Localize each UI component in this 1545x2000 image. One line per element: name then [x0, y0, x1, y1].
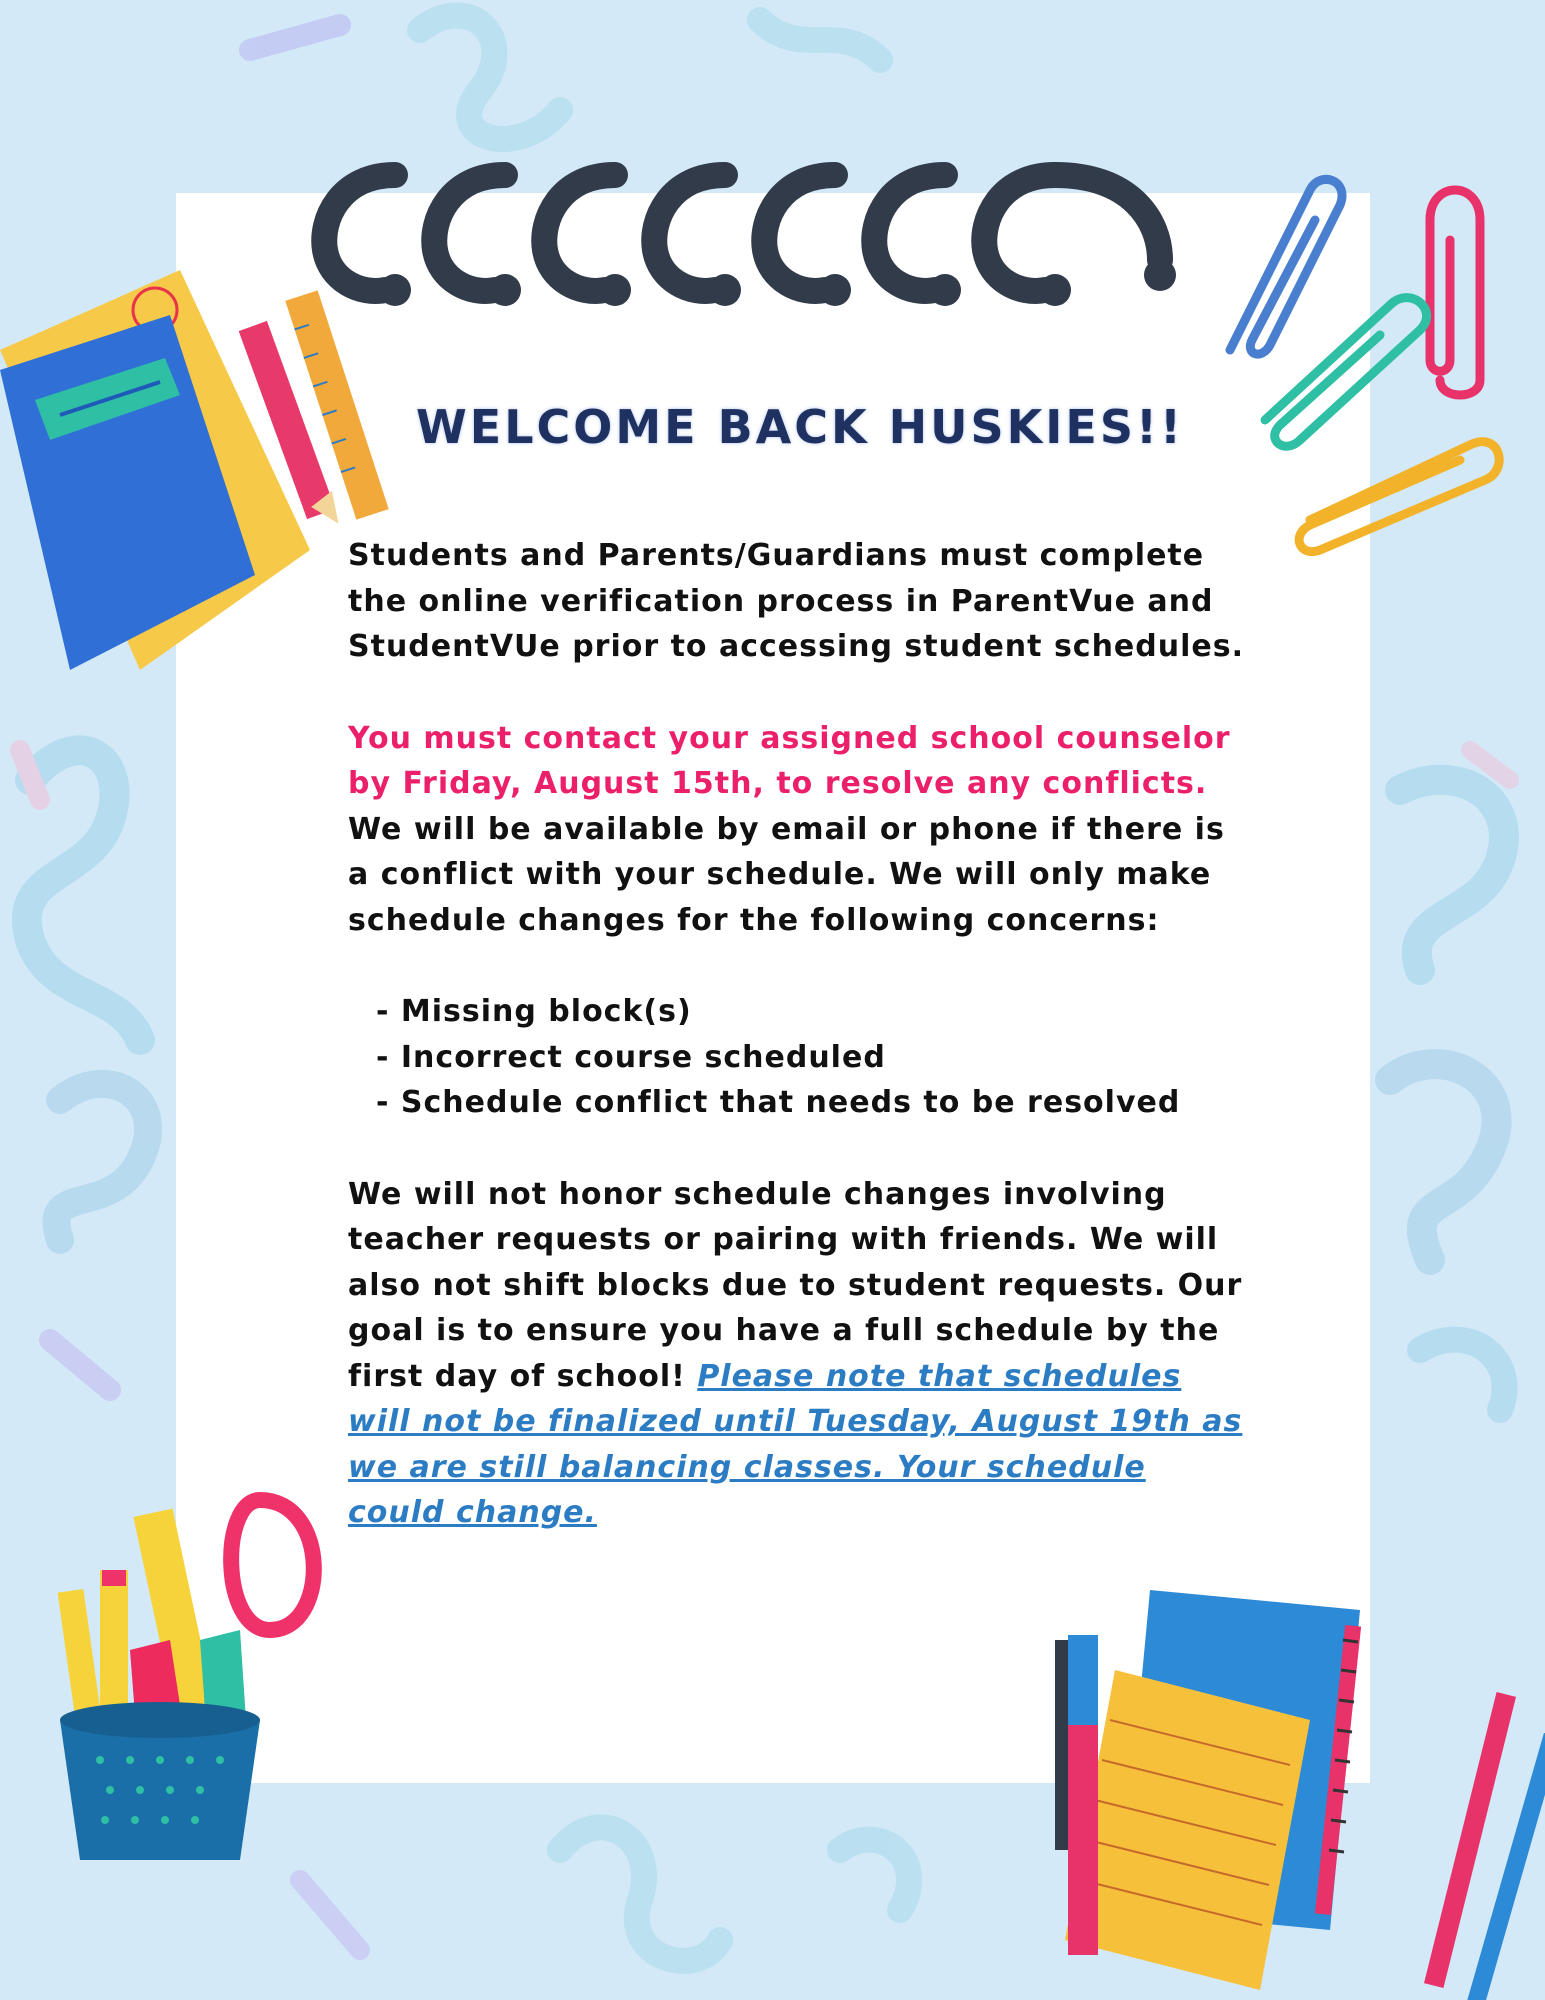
paperclips-icon — [1200, 160, 1545, 560]
concerns-list — [348, 989, 1248, 1126]
spiral-binding-icon — [300, 130, 1220, 330]
policy-text: We will not honor schedule changes involving teacher requests or pairing with friends. We will also not shift blocks due to student requests. Our goal is to ensure you have a full schedule by the first day of school! — [348, 1176, 1243, 1394]
counselor-paragraph — [348, 716, 1248, 944]
notice-body — [348, 533, 1248, 1536]
intro-paragraph: Students and Parents/Guardians must complete the online verification process in ParentVue and StudentVUe prior to accessing student schedules. — [348, 538, 1244, 664]
deadline-highlight: You must contact your assigned school counselor by Friday, August 15th, to resolve any conflicts. — [348, 720, 1231, 801]
pencil-cup-icon — [50, 1480, 350, 1870]
schedule-note-link[interactable]: Please note that schedules will not be finalized until Tuesday, August 19th as we are still balancing classes. Your schedule could change. — [348, 1358, 1243, 1530]
page-title: WELCOME BACK HUSKIES!! — [416, 400, 1184, 454]
counselor-details: We will be available by email or phone if there is a conflict with your schedule. We will only make schedule changes for the following concerns: — [348, 811, 1225, 938]
list-item: - Missing block(s) — [376, 994, 692, 1029]
notepad-icon — [1040, 1570, 1545, 2000]
list-item: - Schedule conflict that needs to be resolved — [376, 1085, 1181, 1120]
list-item: - Incorrect course scheduled — [376, 1039, 886, 1075]
policy-paragraph — [348, 1172, 1248, 1536]
